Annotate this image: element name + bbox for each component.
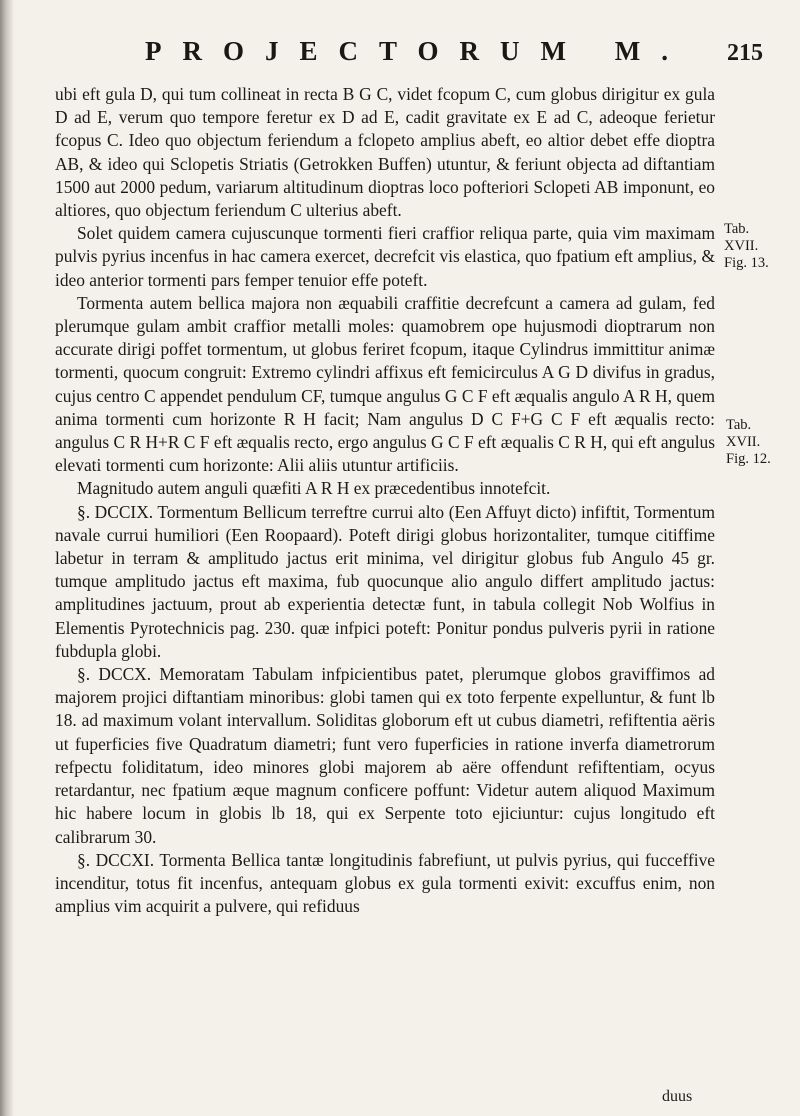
paragraph-section-dccxi: §. DCCXI. Tormenta Bellica tantæ longitudinis fabrefiunt, ut pulvis pyrius, qui fucceffive incenditur, totus fit incenfus, antequam globus ex gula tormenti exivit: excuffus enim, non amplius vim acquirit a pulvere, qui refiduus bbox=[55, 849, 715, 917]
page-number: 215 bbox=[727, 40, 763, 66]
margin-note-figure-13: Tab. XVII. Fig. 13. bbox=[724, 221, 769, 271]
paragraph-magnitudo: Magnitudo autem anguli quæfiti A R H ex præcedentibus innotefcit. bbox=[77, 478, 551, 499]
paragraph-sclopetum: ubi eft gula D, qui tum collineat in recta B G C, videt fcopum C, cum globus dirigitur ex gula D ad E, verum quo tempore feretur ex D ad E, cadit gravitate ex E ad C, adeoque ferietur fcopus C. Ideo quo objectum feriendum a fclopeto amplius abeft, eo altior debet effe dioptra AB, & ideo qui Sclopetis Striatis (Getrokken Buffen) utuntur, & feriunt objecta ad diftantiam 1500 aut 2000 pedum, variarum altitudinum dioptras loco pofteriori Sclopeti AB imponunt, eo altiores, quo objectum feriendum C ulterius abeft. bbox=[55, 84, 715, 221]
main-text-block bbox=[55, 83, 715, 918]
paragraph-camera: Solet quidem camera cujuscunque tormenti fieri craffior reliqua parte, quia vim maximam pulvis pyrius incenfus in hac camera exercet, decrefcit vis elastica, quo fpatium eft amplius, & ideo anterior tormenti pars femper tenuior effe poteft. bbox=[55, 223, 715, 290]
paragraph-section-dccix: §. DCCIX. Tormentum Bellicum terreftre currui alto (Een Affuyt dicto) infiftit, Tormentum navale currui humiliori (Een Roopaard). Poteft dirigi globus horizontaliter, tumque citiffime labetur in terram & amplitudo jactus erit minima, vel dirigitur globus fub Angulo 45 gr. tumque amplitudo jactus eft maxima, fub quocunque alio angulo differt amplitudo jactus: amplitudines jactuum, prout ab experientia detectæ funt, in tabula collegit Nob Wolfius in Elementis Pyrotechnicis pag. 230. quæ infpici poteft: Ponitur pondus pulveris pyrii in ratione fubdupla globi. bbox=[55, 501, 715, 661]
catchword: duus bbox=[662, 1088, 693, 1105]
page-gutter-shadow bbox=[0, 0, 14, 1116]
running-header-title: PROJECTORUM M. bbox=[145, 36, 689, 66]
paragraph-section-dccx: §. DCCX. Memoratam Tabulam infpicientibus patet, plerumque globos graviffimos ad majorem projici diftantiam minoribus: globi tamen qui ex toto ferpente expelluntur, & funt lb 18. ad maximum volant intervallum. Soliditas globorum eft ut cubus diametri, refiftentia aëris ut fuperficies five Quadratum diametri; funt vero fuperficies in ratione inverfa diametrorum refpectu foliditatum, ideo minores globi majorem ab aëre offendunt refiftentiam, ocyus retardantur, nec fpatium æque magnum conficere poffunt: Videtur autem aliquod Maximum hic habere locum in globis lb 18, qui ex Serpente toto ejiciuntur: cujus longitudo eft calibrarum 30. bbox=[55, 664, 715, 847]
margin-note-figure-12: Tab. XVII. Fig. 12. bbox=[726, 417, 771, 467]
paragraph-tormenta-bellica: Tormenta autem bellica majora non æquabili craffitie decrefcunt a camera ad gulam, fed plerumque gulam ambit craffior metalli moles: quamobrem ope hujusmodi dioptrarum non accurate dirigi poffet tormentum, ut globus feriret fcopum, itaque Cylindrus immittitur animæ tormenti, quocum congruit: Extremo cylindri affixus eft femicirculus A G D divifus in gradus, cujus centro C appendet pendulum CF, tumque angulus G C F eft æqualis angulo A R H, quem anima tormenti cum horizonte R H facit; Nam angulus D C F+G C F eft æqualis recto: angulus C R H+R C F eft æqualis recto, ergo angulus G C F eft æqualis C R H, qui eft angulus elevati tormenti cum horizonte: Alii aliis utuntur artificiis. bbox=[55, 292, 715, 476]
